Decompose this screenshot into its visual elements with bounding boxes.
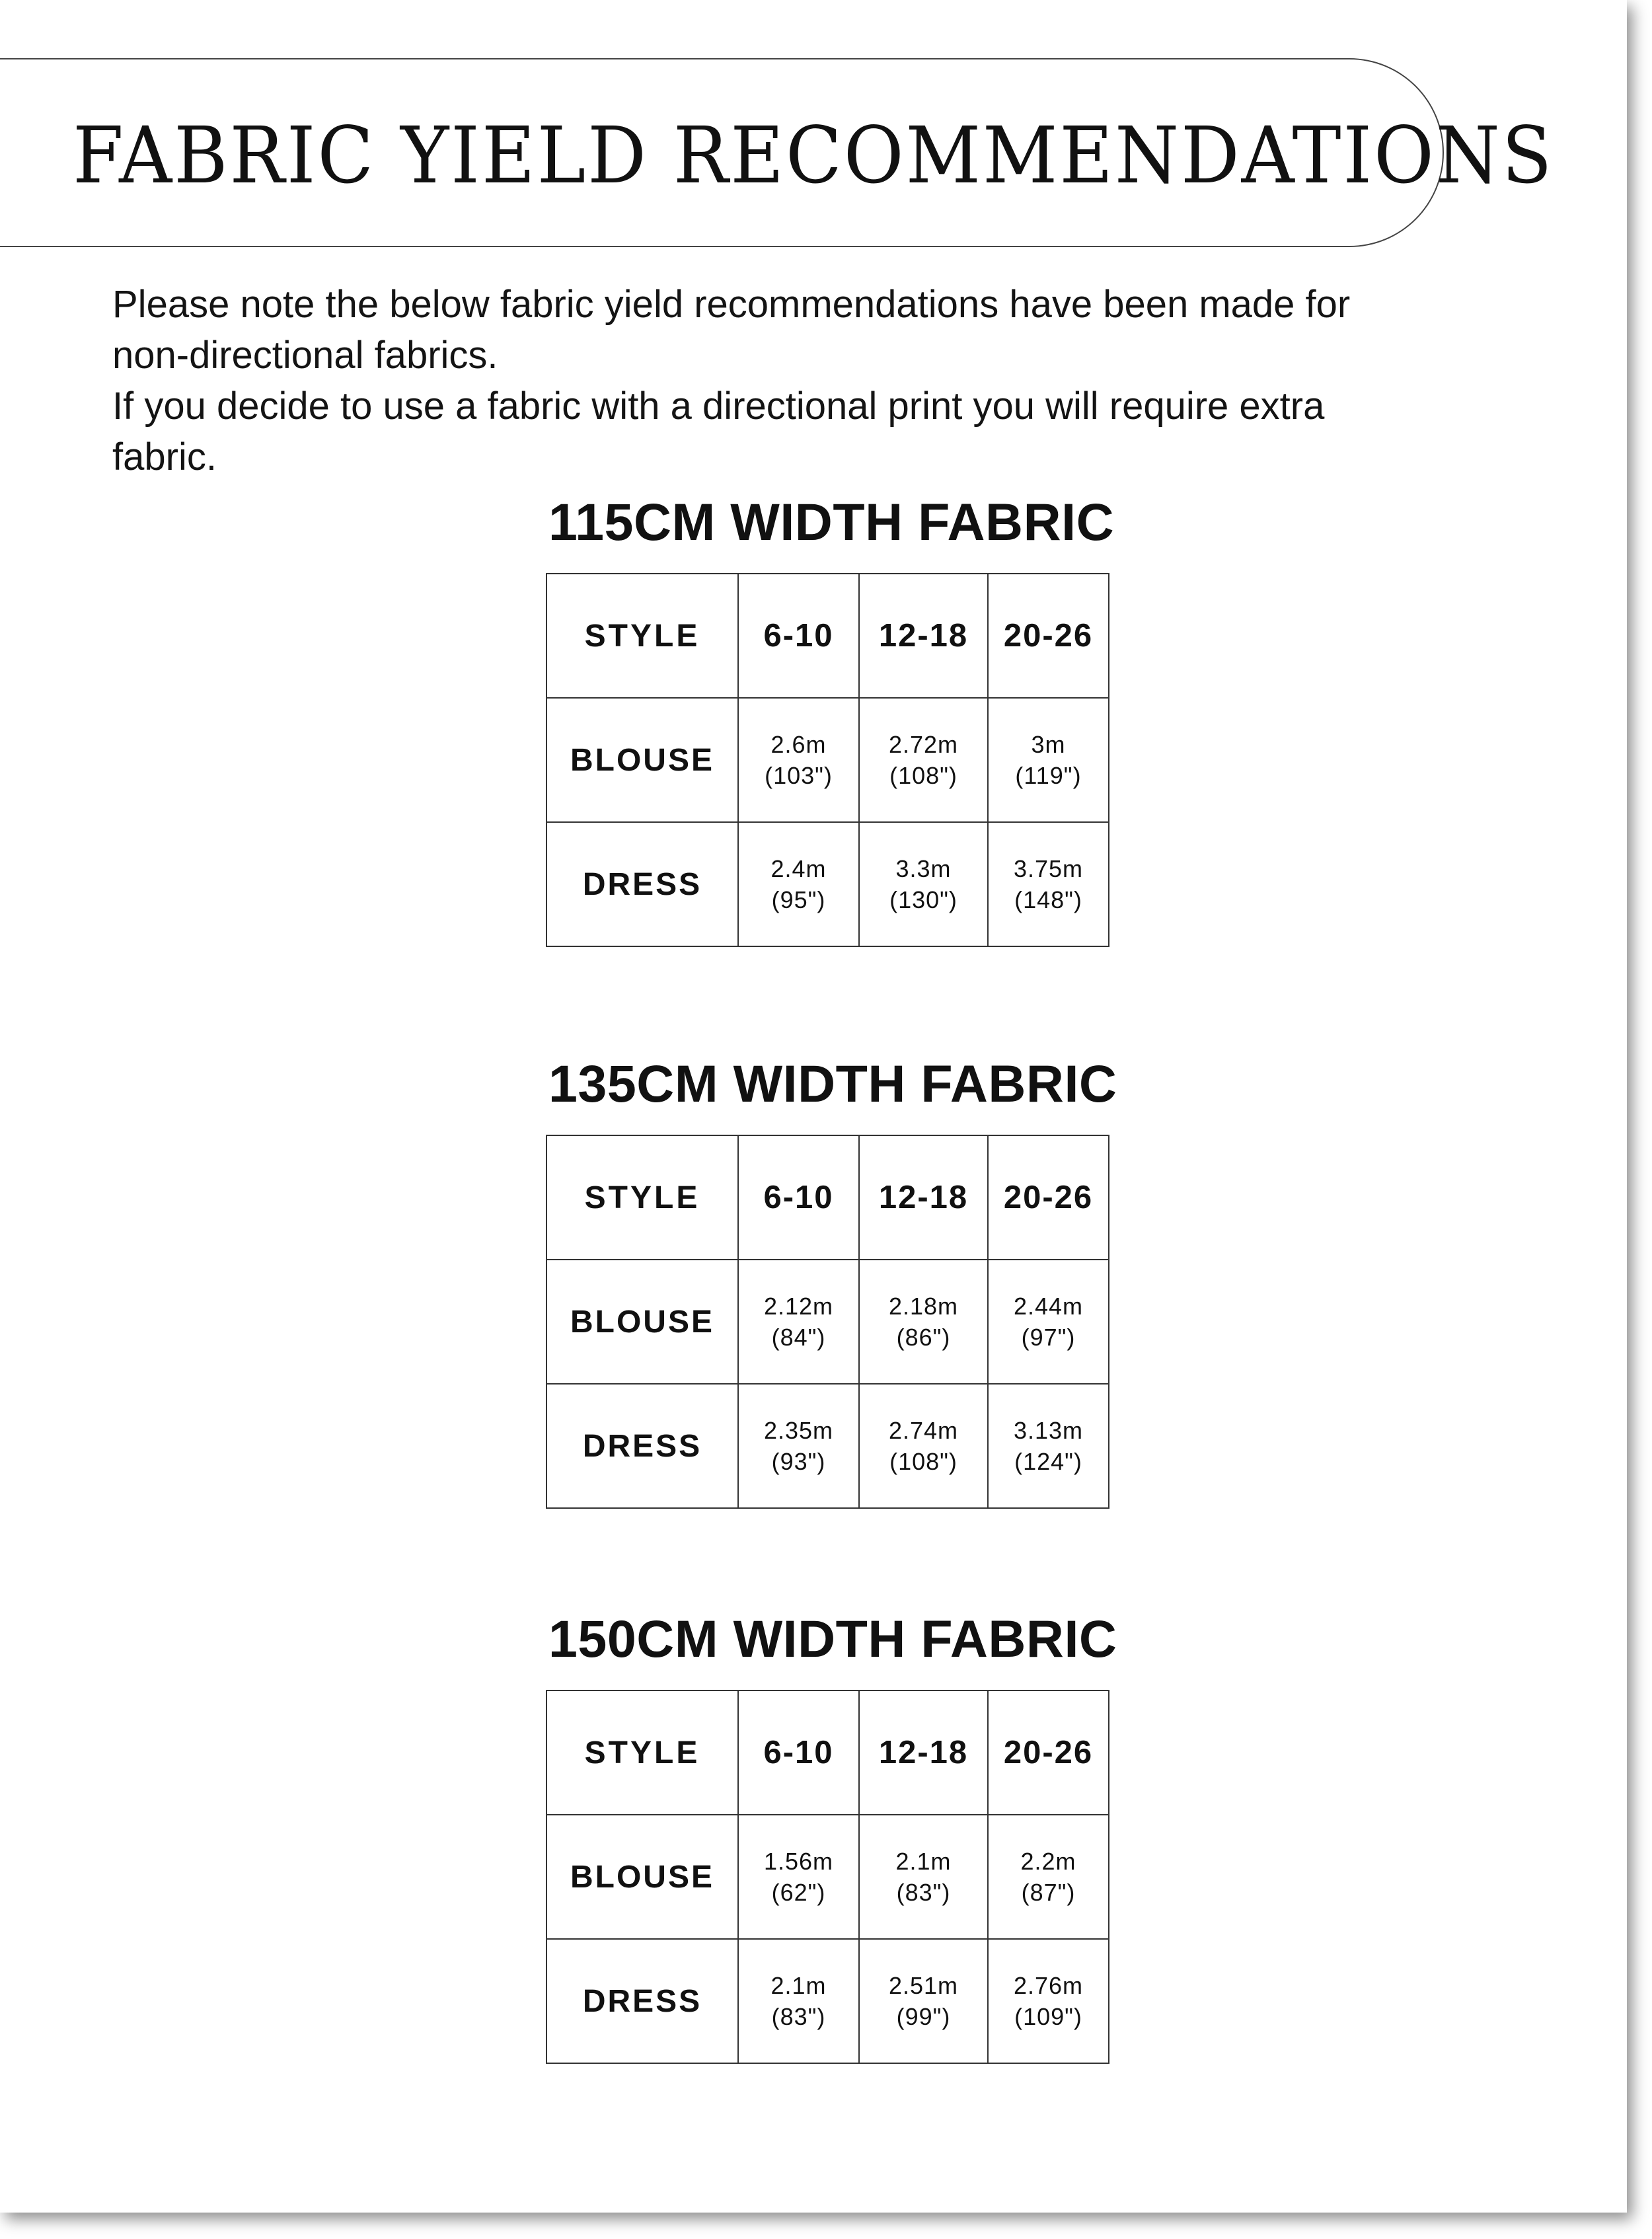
column-header: 20-26 — [988, 1135, 1109, 1260]
row-label: BLOUSE — [546, 698, 738, 822]
table-cell: 3.13m (124") — [988, 1384, 1109, 1508]
table-row — [546, 1384, 1109, 1508]
table-cell: 2.44m (97") — [988, 1260, 1109, 1384]
table-header-row — [546, 1690, 1109, 1815]
yield-table — [546, 1135, 1109, 1509]
intro-line: non-directional fabrics. — [112, 334, 498, 377]
table-row — [546, 822, 1109, 946]
row-label: DRESS — [546, 1939, 738, 2063]
row-label: DRESS — [546, 822, 738, 946]
column-header: 20-26 — [988, 1690, 1109, 1815]
table-cell: 3m (119") — [988, 698, 1109, 822]
table-row — [546, 1815, 1109, 1939]
table-cell: 2.72m (108") — [859, 698, 988, 822]
intro-line: fabric. — [112, 436, 217, 478]
table-cell: 1.56m (62") — [738, 1815, 859, 1939]
column-header: STYLE — [546, 1690, 738, 1815]
intro-line: Please note the below fabric yield recommendations have been made for — [112, 283, 1351, 326]
table-cell: 3.75m (148") — [988, 822, 1109, 946]
table-cell: 2.76m (109") — [988, 1939, 1109, 2063]
table-cell: 2.35m (93") — [738, 1384, 859, 1508]
column-header: 20-26 — [988, 574, 1109, 698]
column-header: STYLE — [546, 1135, 738, 1260]
table-cell: 2.12m (84") — [738, 1260, 859, 1384]
table-cell: 2.1m (83") — [738, 1939, 859, 2063]
column-header: 12-18 — [859, 1690, 988, 1815]
column-header: 6-10 — [738, 1135, 859, 1260]
intro-line: If you decide to use a fabric with a directional print you will require extra — [112, 385, 1325, 428]
table-cell: 2.74m (108") — [859, 1384, 988, 1508]
table-cell: 2.4m (95") — [738, 822, 859, 946]
column-header: 12-18 — [859, 574, 988, 698]
table-cell: 2.2m (87") — [988, 1815, 1109, 1939]
column-header: 12-18 — [859, 1135, 988, 1260]
page-title: FABRIC YIELD RECOMMENDATIONS — [73, 110, 1554, 201]
column-header: 6-10 — [738, 1690, 859, 1815]
table-cell: 2.6m (103") — [738, 698, 859, 822]
table-cell: 2.1m (83") — [859, 1815, 988, 1939]
intro-text — [112, 279, 1434, 482]
row-label: BLOUSE — [546, 1260, 738, 1384]
column-header: STYLE — [546, 574, 738, 698]
table-cell: 2.18m (86") — [859, 1260, 988, 1384]
table-header-row — [546, 574, 1109, 698]
row-label: DRESS — [546, 1384, 738, 1508]
table-row — [546, 1939, 1109, 2063]
row-label: BLOUSE — [546, 1815, 738, 1939]
table-row — [546, 698, 1109, 822]
table-row — [546, 1260, 1109, 1384]
table-header-row — [546, 1135, 1109, 1260]
yield-table — [546, 1690, 1109, 2064]
section-heading: 135CM WIDTH FABRIC — [548, 1054, 1117, 1113]
section-heading: 115CM WIDTH FABRIC — [548, 492, 1115, 551]
yield-table — [546, 573, 1109, 947]
table-cell: 2.51m (99") — [859, 1939, 988, 2063]
column-header: 6-10 — [738, 574, 859, 698]
section-heading: 150CM WIDTH FABRIC — [548, 1609, 1117, 1668]
table-cell: 3.3m (130") — [859, 822, 988, 946]
